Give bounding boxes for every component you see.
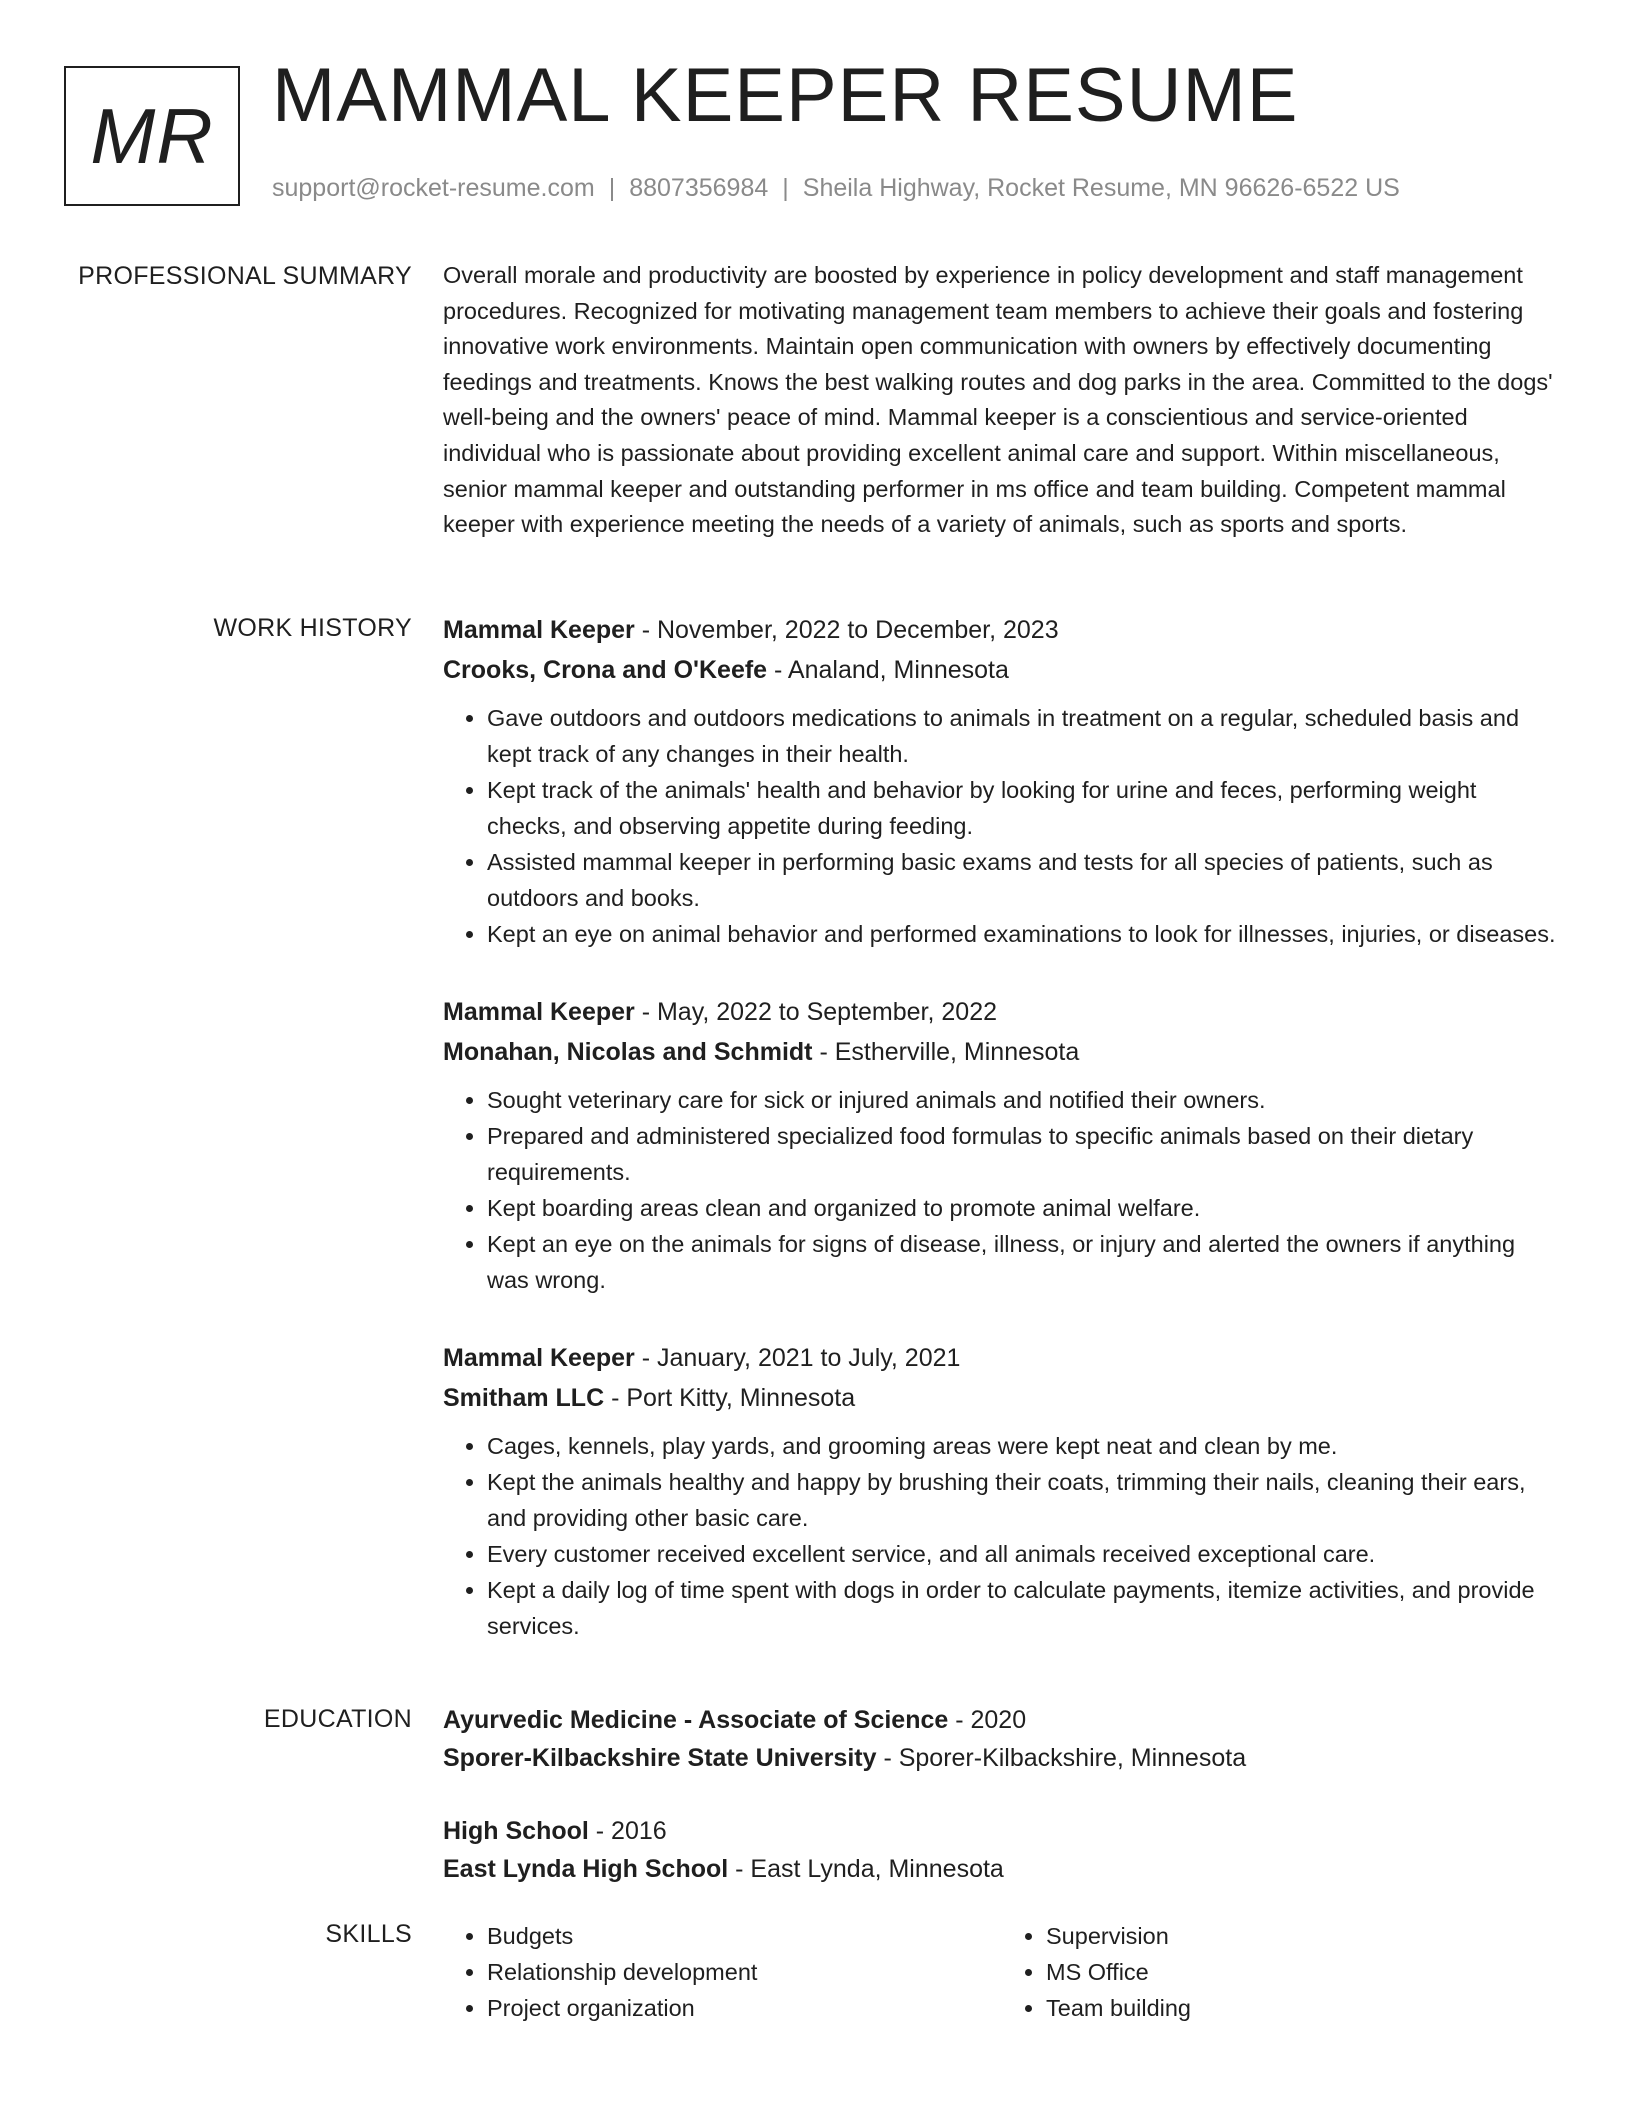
job-bullet: • Prepared and administered specialized food formulas to specific animals based on their dietary requirements. [487,1118,1561,1190]
job-bullets [443,1428,1561,1644]
job-company: Crooks, Crona and O'Keefe [443,656,768,684]
job-bullet: • Gave outdoors and outdoors medications to animals in treatment on a regular, scheduled basis and kept track of any changes in their health. [487,700,1561,772]
job-title: Mammal Keeper [443,998,635,1026]
contact-line [272,174,1400,203]
education-school: East Lynda High School [443,1855,729,1883]
skills-columns [443,1918,1561,2026]
education-location: - East Lynda, Minnesota [728,1855,1004,1883]
education-school-line [443,1850,1561,1888]
contact-email: support@rocket-resume.com [272,174,595,202]
job-company-line [443,1378,1561,1418]
job-title: Mammal Keeper [443,616,635,644]
education-school-line [443,1739,1561,1777]
job-location: - Port Kitty, Minnesota [604,1384,856,1412]
education-school: Sporer-Kilbackshire State University [443,1744,877,1772]
job-entry [443,992,1561,1298]
education-entry [443,1812,1561,1888]
resume-title: MAMMAL KEEPER RESUME [272,53,1299,138]
job-location: - Estherville, Minnesota [812,1038,1080,1066]
skill-item: • Supervision [1046,1918,1561,1954]
work-history-body [443,610,1561,1684]
contact-phone: 8807356984 [629,174,769,202]
job-company-line [443,650,1561,690]
skills-column-right [1002,1918,1561,2026]
education-degree: High School [443,1817,589,1845]
education-degree-line [443,1701,1561,1739]
job-bullet: • Kept an eye on the animals for signs of disease, illness, or injury and alerted the owners if anything was wrong. [487,1226,1561,1298]
job-dates: - November, 2022 to December, 2023 [634,616,1059,644]
skill-item: • MS Office [1046,1954,1561,1990]
job-bullet: • Kept boarding areas clean and organized to promote animal welfare. [487,1190,1561,1226]
section-label-education: EDUCATION [263,1705,412,1733]
skills-column-left [443,1918,1002,2026]
skills-body [443,1918,1561,2026]
job-bullet: • Every customer received excellent service, and all animals received exceptional care. [487,1536,1561,1572]
skill-item: • Relationship development [487,1954,1002,1990]
education-degree: Ayurvedic Medicine - Associate of Science [443,1706,949,1734]
job-dates: - May, 2022 to September, 2022 [634,998,998,1026]
job-company: Smitham LLC [443,1384,605,1412]
education-year: - 2020 [948,1706,1027,1734]
summary-body [443,258,1561,543]
job-bullets [443,700,1561,952]
section-label-summary: PROFESSIONAL SUMMARY [78,262,412,290]
job-bullet: • Assisted mammal keeper in performing basic exams and tests for all species of patients, such as outdoors and books. [487,844,1561,916]
contact-separator: | [608,174,616,202]
summary-text: Overall morale and productivity are boosted by experience in policy development and staff management procedures. Recognized for motivating management team members to achieve their goals and fostering innovative work environments. Maintain open communication with owners by effectively documenting feedings and treatments. Knows the best walking routes and dog parks in the area. Committed to the dogs' well-being and the owners' peace of mind. Mammal keeper is a conscientious and service-oriented individual who is passionate about providing excellent animal care and support. Within miscellaneous, senior mammal keeper and outstanding performer in ms office and team building. Competent mammal keeper with experience meeting the needs of a variety of animals, such as sports and sports. [443,262,1553,538]
section-label-skills: SKILLS [325,1920,412,1948]
monogram-badge: MR [64,66,240,206]
job-bullet: • Kept the animals healthy and happy by brushing their coats, trimming their nails, cleaning their ears, and providing other basic care. [487,1464,1561,1536]
job-company: Monahan, Nicolas and Schmidt [443,1038,813,1066]
education-body [443,1701,1561,1923]
skill-item: • Budgets [487,1918,1002,1954]
job-bullets [443,1082,1561,1298]
education-location: - Sporer-Kilbackshire, Minnesota [876,1744,1247,1772]
job-title-line [443,992,1561,1032]
skill-item: • Project organization [487,1990,1002,2026]
education-entry [443,1701,1561,1777]
education-year: - 2016 [588,1817,667,1845]
job-title: Mammal Keeper [443,1344,635,1372]
contact-address: Sheila Highway, Rocket Resume, MN 96626-6522 US [802,174,1400,202]
job-dates: - January, 2021 to July, 2021 [634,1344,961,1372]
education-degree-line [443,1812,1561,1850]
job-bullet: • Kept track of the animals' health and behavior by looking for urine and feces, performing weight checks, and observing appetite during feeding. [487,772,1561,844]
contact-separator: | [782,174,789,202]
job-title-line [443,610,1561,650]
job-entry [443,610,1561,952]
job-bullet: • Kept a daily log of time spent with dogs in order to calculate payments, itemize activities, and provide services. [487,1572,1561,1644]
job-location: - Analand, Minnesota [767,656,1009,684]
job-entry [443,1338,1561,1644]
job-bullet: • Kept an eye on animal behavior and performed examinations to look for illnesses, injuries, or diseases. [487,916,1561,952]
job-bullet: • Cages, kennels, play yards, and grooming areas were kept neat and clean by me. [487,1428,1561,1464]
section-label-work-history: WORK HISTORY [213,614,412,642]
skill-item: • Team building [1046,1990,1561,2026]
job-title-line [443,1338,1561,1378]
job-company-line [443,1032,1561,1072]
job-bullet: • Sought veterinary care for sick or injured animals and notified their owners. [487,1082,1561,1118]
